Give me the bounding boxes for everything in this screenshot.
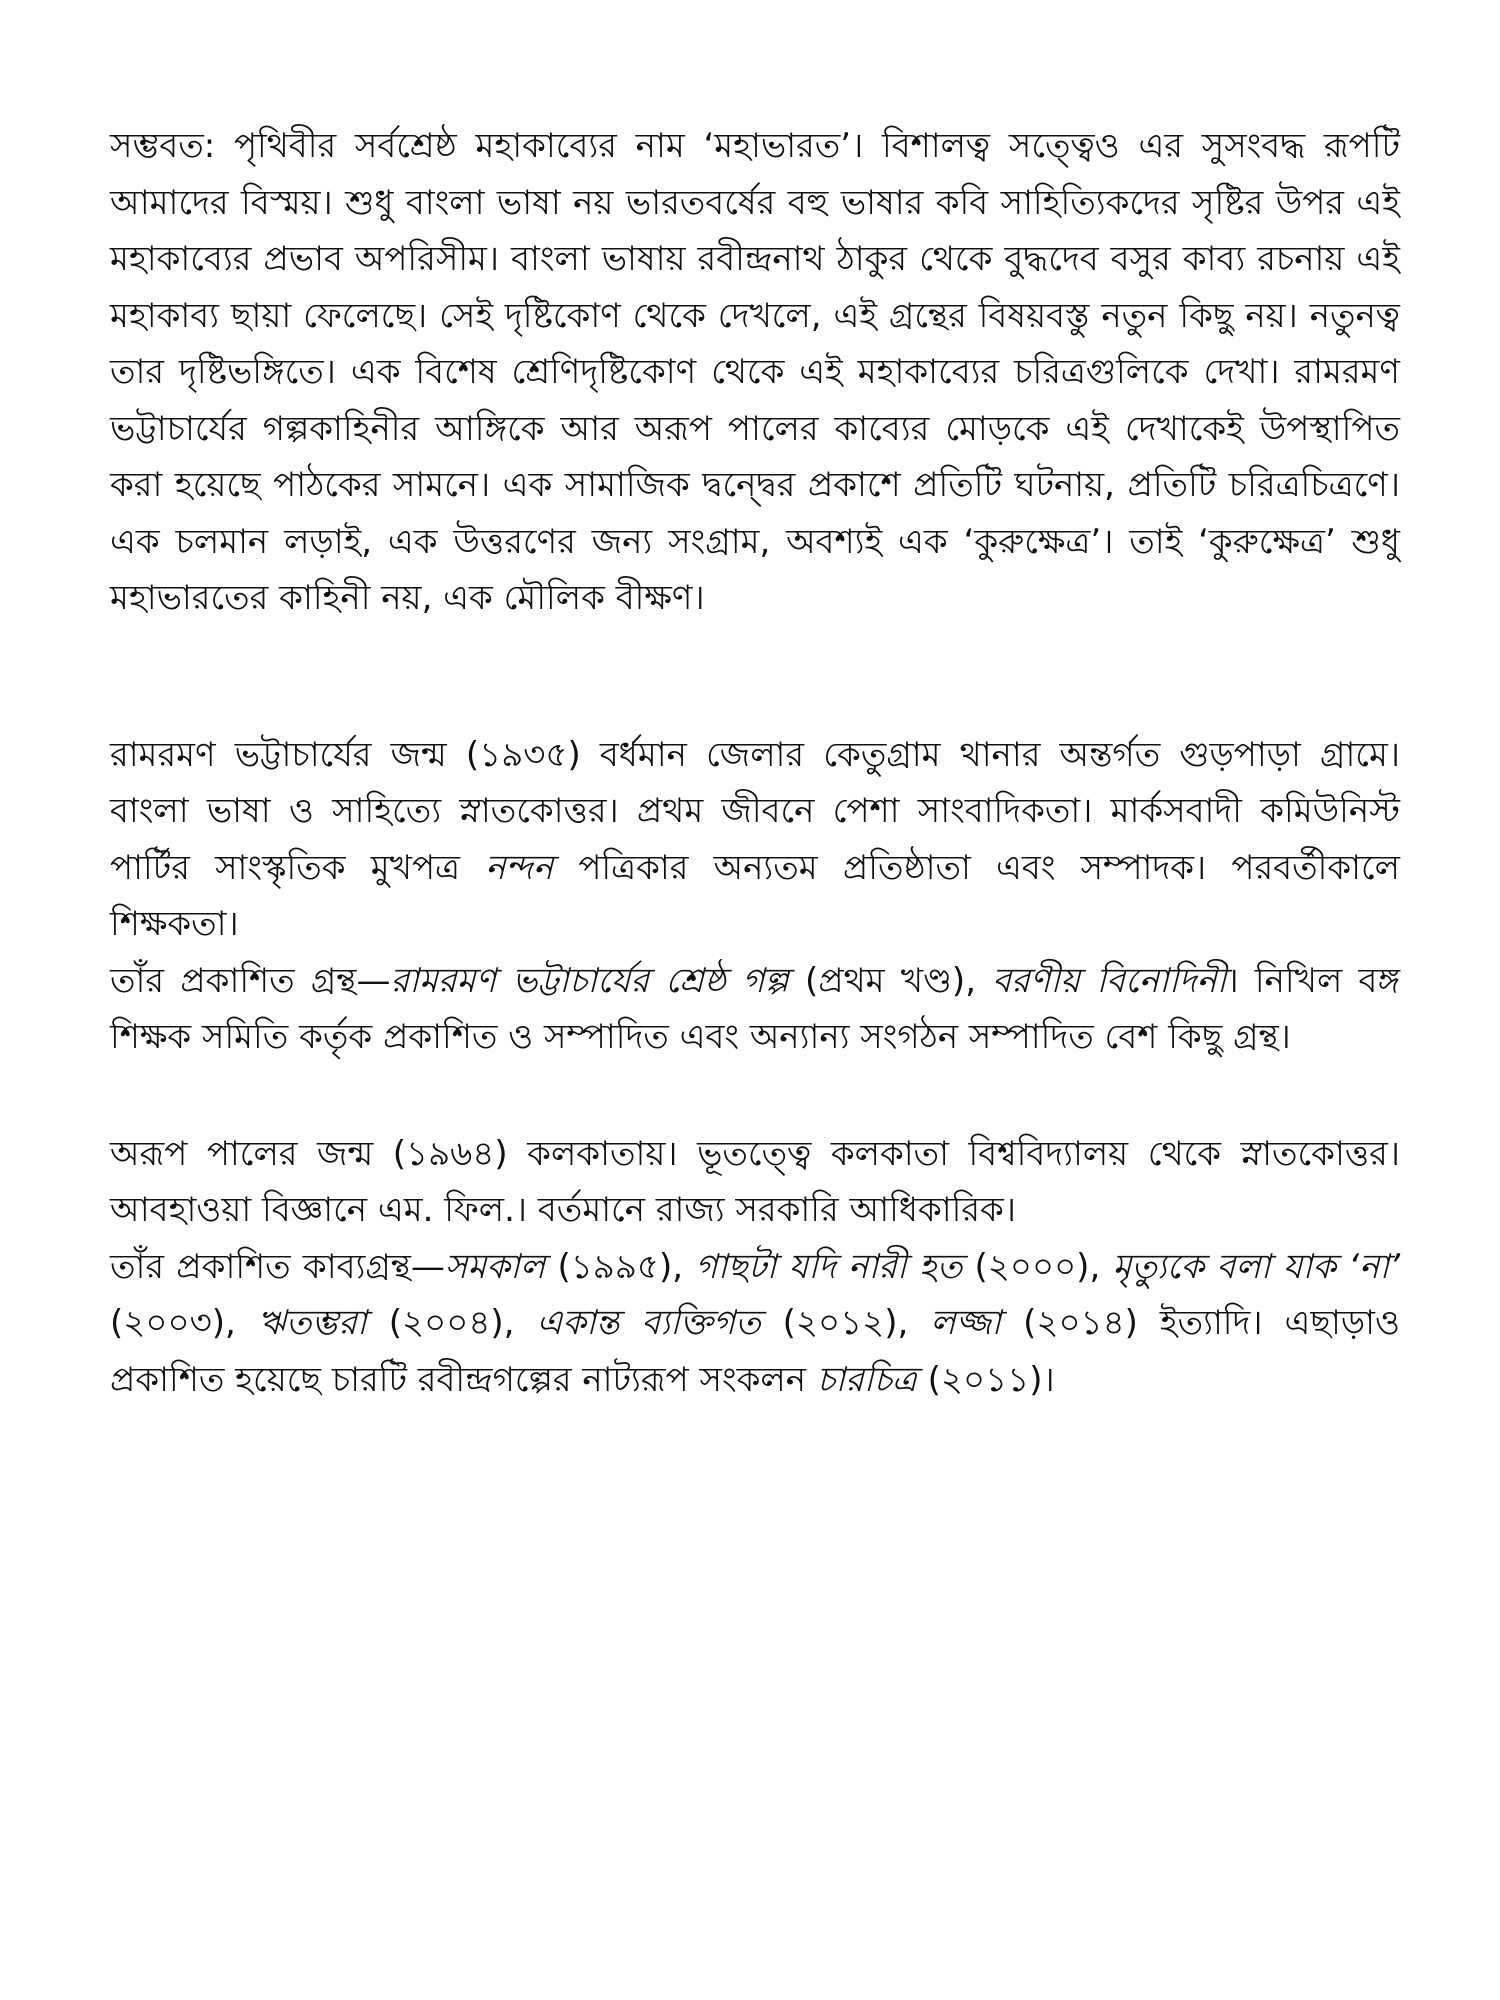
- author1-works-suffix: । নিখিল বঙ্গ শিক্ষক সমিতি কর্তৃক প্রকাশিত ও সম্পাদিত এবং অন্যান্য সংগঠন সম্পাদিত বেশ কিছু গ্রন্থ।: [110, 960, 1400, 1057]
- author2-work-title: সমকাল: [444, 1246, 546, 1287]
- author1-bio-start: রামরমণ ভট্টাচার্যের জন্ম (১৯৩৫) বর্ধমান জেলার কেতুগ্রাম থানার অন্তর্গত গুড়পাড়া গ্রামে। বাংলা ভাষা ও সাহিত্যে স্নাতকোত্তর। প্রথম জীবনে পেশা সাংবাদিকতা। মার্কসবাদী কমিউনিস্ট পার্টির সাংস্কৃতিক মুখপত্র: [110, 734, 1400, 888]
- author2-works-prefix: তাঁর প্রকাশিত কাব্যগ্রন্থ—: [110, 1246, 445, 1287]
- book-blurb-page: [110, 118, 1400, 1408]
- intro-text: সম্ভবত: পৃথিবীর সর্বশ্রেষ্ঠ মহাকাব্যের নাম ‘মহাভারত’। বিশালত্ব সত্ত্বেও এর সুসংবদ্ধ রূপটি আমাদের বিস্ময়। শুধু বাংলা ভাষা নয় ভারতবর্ষের বহু ভাষার কবি সাহিত্যিকদের সৃষ্টির উপর এই মহাকাব্যের প্রভাব অপরিসীম। বাংলা ভাষায় রবীন্দ্রনাথ ঠাকুর থেকে বুদ্ধদেব বসুর কাব্য রচনায় এই মহাকাব্য ছায়া ফেলেছে। সেই দৃষ্টিকোণ থেকে দেখলে, এই গ্রন্থের বিষয়বস্তু নতুন কিছু নয়। নতুনত্ব তার দৃষ্টিভঙ্গিতে। এক বিশেষ শ্রেণিদৃষ্টিকোণ থেকে এই মহাকাব্যের চরিত্রগুলিকে দেখা। রামরমণ ভট্টাচার্যের গল্পকাহিনীর আঙ্গিকে আর অরূপ পালের কাব্যের মোড়কে এই দেখাকেই উপস্থাপিত করা হয়েছে পাঠকের সামনে। এক সামাজিক দ্বন্দ্বের প্রকাশে প্রতিটি ঘটনায়, প্রতিটি চরিত্রচিত্রণে। এক চলমান লড়াই, এক উত্তরণের জন্য সংগ্রাম, অবশ্যই এক ‘কুরুক্ষেত্র’। তাই ‘কুরুক্ষেত্র’ শুধু মহাভারতের কাহিনী নয়, এক মৌলিক বীক্ষণ।: [110, 126, 1400, 618]
- author2-work-year: (১৯৯৫),: [545, 1246, 696, 1287]
- author2-work-title: মৃত্যুকে বলা যাক ‘না’: [1112, 1246, 1400, 1287]
- author1-works-prefix: তাঁর প্রকাশিত গ্রন্থ—: [110, 960, 391, 1001]
- author2-works-paragraph: [110, 1239, 1400, 1409]
- author2-bio: অরূপ পালের জন্ম (১৯৬৪) কলকাতায়। ভূতত্ত্বে কলকাতা বিশ্ববিদ্যালয় থেকে স্নাতকোত্তর। আবহাওয়া বিজ্ঞানে এম. ফিল.। বর্তমানে রাজ্য সরকারি আধিকারিক।: [110, 1133, 1400, 1230]
- author2-work-year: (২০০৪),: [366, 1303, 537, 1343]
- author1-work-title: রামরমণ ভট্টাচার্যের শ্রেষ্ঠ গল্প: [390, 960, 789, 1001]
- author1-bio-end: পত্রিকার অন্যতম প্রতিষ্ঠাতা এবং সম্পাদক। পরবর্তীকালে শিক্ষকতা।: [110, 847, 1400, 944]
- author2-work-title: ঋতম্ভরা: [257, 1303, 367, 1343]
- author2-bio-paragraph: [110, 1126, 1400, 1239]
- author2-work-title: লজ্জা: [930, 1303, 1002, 1343]
- magazine-title: নন্দন: [485, 847, 554, 888]
- author2-work-title: গাছটা যদি নারী হত: [695, 1246, 963, 1287]
- author2-work-title: চারচিত্র: [816, 1359, 917, 1400]
- author1-work-note: (প্রথম খণ্ড),: [788, 960, 993, 1001]
- intro-paragraph: [110, 118, 1400, 627]
- author2-work-year: (২০১৪) ইত্যাদি। এছাড়াও প্রকাশিত হয়েছে চারটি রবীন্দ্রগল্পের নাট্যরূপ সংকলন: [110, 1303, 1400, 1400]
- author2-work-year: (২০০০),: [962, 1246, 1113, 1287]
- author1-bio-paragraph: [110, 727, 1400, 953]
- author2-work-year: (২০১১)।: [916, 1359, 1055, 1400]
- author2-work-title: একান্ত ব্যক্তিগত: [536, 1303, 761, 1343]
- author2-work-year: (২০০৩),: [110, 1303, 258, 1343]
- author1-work-title: বরণীয় বিনোদিনী: [992, 960, 1227, 1001]
- author1-works-paragraph: [110, 953, 1400, 1066]
- author2-work-year: (২০১২),: [760, 1303, 931, 1343]
